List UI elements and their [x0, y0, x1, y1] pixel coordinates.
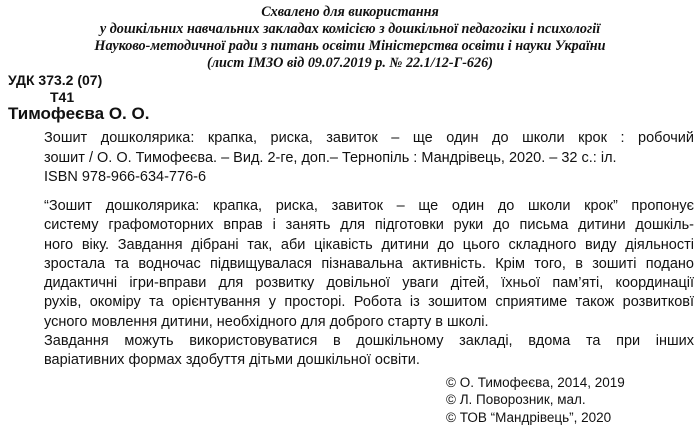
annotation [44, 197, 694, 371]
author-heading: Тимофеєва О. О. [8, 104, 150, 123]
copyright-line: © ТОВ “Мандрівець”, 2020 [446, 409, 612, 425]
approval-line: у дошкільних навчальних закладах комісією з дошкільної педагогіки і психології [99, 21, 601, 37]
annotation-line: систему графомоторних вправ і занять для підготовки руки до письма дитини дошкіль- [44, 217, 694, 234]
annotation-line: “Зошит дошколярика: крапка, риска, завиток – ще один до школи крок” пропонує [44, 198, 694, 214]
approval-line: (лист ІМЗО від 09.07.2019 р. № 22.1/12-Г-626) [207, 55, 493, 71]
biblio-line: Зошит дошколярика: крапка, риска, завиток – ще один до школи крок : робочий [44, 130, 694, 146]
copyright-line: © О. Тимофеєва, 2014, 2019 [446, 375, 625, 390]
annotation-line: рухів, окоміру та орієнтування у просторі. Робота із зошитом сприятиме також розвитковї [44, 294, 694, 311]
copyright-block [446, 374, 625, 426]
annotation-line: ного віку. Завдання дібрані так, аби цікавість дитини до цього складного виду діяльності [44, 236, 694, 253]
author-mark: Т41 [50, 89, 75, 105]
approval-line: Науково-методичної ради з питань освіти Міністерства освіти і науки України [94, 38, 606, 54]
annotation-line: зростала та водночас підвищувалася пізнавальна активність. Крім того, в зошиті подано [44, 255, 694, 272]
annotation-line: усного мовлення дитини, необхідного для доброго старту в школі. [44, 313, 489, 330]
annotation-line: Завдання можуть використовуватися в дошкільному закладі, вдома та при інших [44, 333, 694, 350]
isbn: ISBN 978-966-634-776-6 [44, 169, 207, 185]
udk-code: УДК 373.2 (07) [8, 72, 103, 88]
approval-notice [0, 4, 700, 72]
copyright-line: © Л. Поворозник, мал. [446, 392, 586, 408]
approval-line: Схвалено для використання [261, 4, 439, 20]
annotation-line: дидактичні ігри-вправи для розвитку довільної уваги дітей, їхньої пам’яті, координації [44, 275, 694, 292]
annotation-line: варіативних формах здобуття дітьми дошкільної освіти. [44, 352, 420, 369]
biblio-line: зошит / О. О. Тимофеєва. – Вид. 2-ге, доп.– Тернопіль : Мандрівець, 2020. – 32 с.: іл. [44, 149, 617, 166]
bibliographic-description [44, 129, 694, 188]
